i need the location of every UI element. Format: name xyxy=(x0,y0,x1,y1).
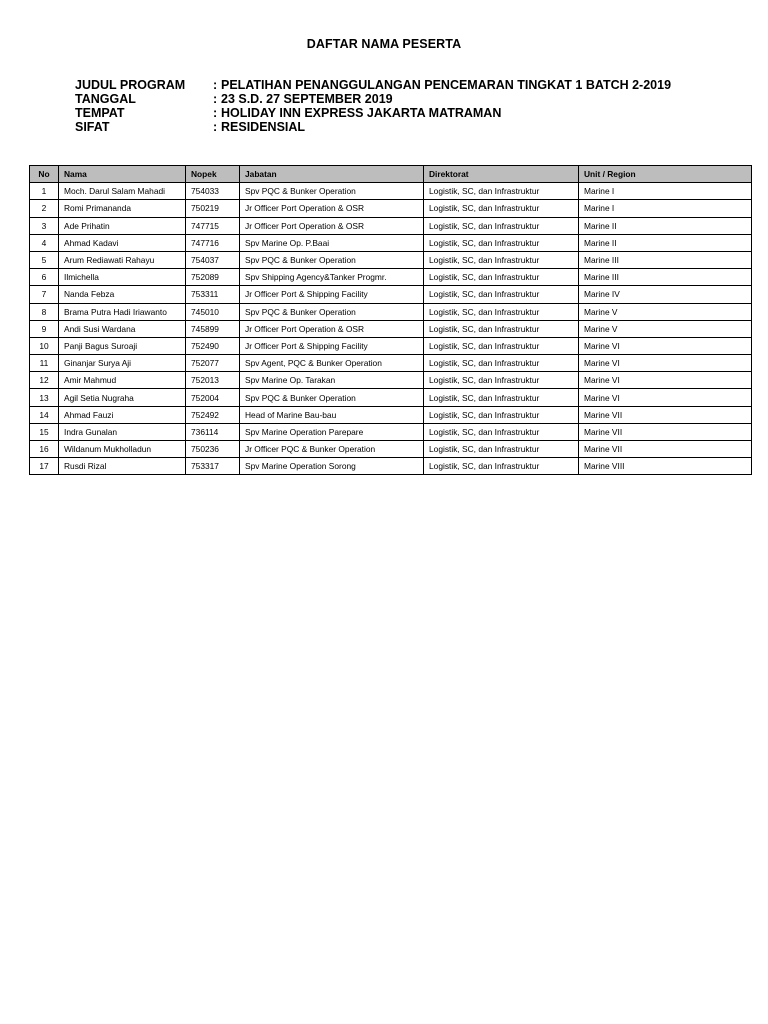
cell-direktorat: Logistik, SC, dan Infrastruktur xyxy=(424,269,579,286)
meta-row-tempat xyxy=(75,106,671,120)
cell-jabatan: Spv Marine Operation Sorong xyxy=(240,458,424,475)
table-row xyxy=(30,234,752,251)
meta-row-judul-program xyxy=(75,78,671,92)
header-nama: Nama xyxy=(59,166,186,183)
cell-nopek: 752089 xyxy=(186,269,240,286)
cell-no: 10 xyxy=(30,337,59,354)
cell-direktorat: Logistik, SC, dan Infrastruktur xyxy=(424,423,579,440)
cell-nopek: 745010 xyxy=(186,303,240,320)
cell-unit-region: Marine VI xyxy=(579,372,752,389)
cell-nama: Romi Primananda xyxy=(59,200,186,217)
cell-jabatan: Spv Agent, PQC & Bunker Operation xyxy=(240,355,424,372)
cell-nopek: 745899 xyxy=(186,320,240,337)
cell-direktorat: Logistik, SC, dan Infrastruktur xyxy=(424,389,579,406)
cell-nopek: 752013 xyxy=(186,372,240,389)
cell-direktorat: Logistik, SC, dan Infrastruktur xyxy=(424,458,579,475)
cell-unit-region: Marine V xyxy=(579,303,752,320)
meta-label: TANGGAL xyxy=(75,92,136,106)
cell-nama: Ginanjar Surya Aji xyxy=(59,355,186,372)
cell-jabatan: Jr Officer Port & Shipping Facility xyxy=(240,337,424,354)
cell-jabatan: Jr Officer Port Operation & OSR xyxy=(240,320,424,337)
table-row xyxy=(30,355,752,372)
cell-jabatan: Spv Shipping Agency&Tanker Progmr. xyxy=(240,269,424,286)
meta-value: 23 S.D. 27 SEPTEMBER 2019 xyxy=(221,92,393,106)
header-no: No xyxy=(30,166,59,183)
cell-unit-region: Marine VI xyxy=(579,389,752,406)
cell-direktorat: Logistik, SC, dan Infrastruktur xyxy=(424,337,579,354)
cell-unit-region: Marine III xyxy=(579,269,752,286)
cell-nopek: 747715 xyxy=(186,217,240,234)
cell-nama: Nanda Febza xyxy=(59,286,186,303)
cell-nopek: 752490 xyxy=(186,337,240,354)
cell-nopek: 750219 xyxy=(186,200,240,217)
cell-nama: Amir Mahmud xyxy=(59,372,186,389)
table-row xyxy=(30,406,752,423)
cell-no: 4 xyxy=(30,234,59,251)
cell-direktorat: Logistik, SC, dan Infrastruktur xyxy=(424,183,579,200)
meta-row-sifat xyxy=(75,120,671,134)
cell-nama: Agil Setia Nugraha xyxy=(59,389,186,406)
meta-separator: : xyxy=(213,78,218,92)
cell-direktorat: Logistik, SC, dan Infrastruktur xyxy=(424,200,579,217)
cell-unit-region: Marine II xyxy=(579,217,752,234)
cell-nopek: 753311 xyxy=(186,286,240,303)
cell-no: 2 xyxy=(30,200,59,217)
cell-nama: Moch. Darul Salam Mahadi xyxy=(59,183,186,200)
cell-no: 9 xyxy=(30,320,59,337)
meta-separator: : xyxy=(213,120,218,134)
table-row xyxy=(30,389,752,406)
cell-nama: Ade Prihatin xyxy=(59,217,186,234)
meta-label: SIFAT xyxy=(75,120,110,134)
header-unit-region: Unit / Region xyxy=(579,166,752,183)
cell-nopek: 754033 xyxy=(186,183,240,200)
cell-nama: Rusdi Rizal xyxy=(59,458,186,475)
table-row xyxy=(30,337,752,354)
cell-no: 12 xyxy=(30,372,59,389)
cell-nopek: 752492 xyxy=(186,406,240,423)
cell-nopek: 753317 xyxy=(186,458,240,475)
cell-nopek: 754037 xyxy=(186,251,240,268)
cell-nama: Ahmad Fauzi xyxy=(59,406,186,423)
cell-direktorat: Logistik, SC, dan Infrastruktur xyxy=(424,234,579,251)
table-row xyxy=(30,303,752,320)
cell-unit-region: Marine II xyxy=(579,234,752,251)
table-header-row xyxy=(30,166,752,183)
cell-no: 16 xyxy=(30,441,59,458)
cell-no: 15 xyxy=(30,423,59,440)
table-row xyxy=(30,286,752,303)
cell-direktorat: Logistik, SC, dan Infrastruktur xyxy=(424,372,579,389)
cell-nopek: 747716 xyxy=(186,234,240,251)
cell-no: 7 xyxy=(30,286,59,303)
cell-jabatan: Jr Officer PQC & Bunker Operation xyxy=(240,441,424,458)
cell-nama: Panji Bagus Suroaji xyxy=(59,337,186,354)
cell-direktorat: Logistik, SC, dan Infrastruktur xyxy=(424,320,579,337)
cell-nama: Andi Susi Wardana xyxy=(59,320,186,337)
meta-row-tanggal xyxy=(75,92,671,106)
cell-nama: Ilmichella xyxy=(59,269,186,286)
table-row xyxy=(30,251,752,268)
table-row xyxy=(30,269,752,286)
cell-nopek: 736114 xyxy=(186,423,240,440)
cell-jabatan: Spv PQC & Bunker Operation xyxy=(240,389,424,406)
table-body xyxy=(30,183,752,475)
cell-unit-region: Marine I xyxy=(579,200,752,217)
meta-value: HOLIDAY INN EXPRESS JAKARTA MATRAMAN xyxy=(221,106,502,120)
header-jabatan: Jabatan xyxy=(240,166,424,183)
cell-no: 14 xyxy=(30,406,59,423)
cell-nama: Arum Rediawati Rahayu xyxy=(59,251,186,268)
cell-direktorat: Logistik, SC, dan Infrastruktur xyxy=(424,251,579,268)
cell-nama: Brama Putra Hadi Iriawanto xyxy=(59,303,186,320)
cell-unit-region: Marine V xyxy=(579,320,752,337)
cell-jabatan: Head of Marine Bau-bau xyxy=(240,406,424,423)
cell-no: 5 xyxy=(30,251,59,268)
cell-jabatan: Spv Marine Op. Tarakan xyxy=(240,372,424,389)
table-row xyxy=(30,372,752,389)
cell-no: 6 xyxy=(30,269,59,286)
meta-separator: : xyxy=(213,106,218,120)
page-title: DAFTAR NAMA PESERTA xyxy=(306,37,462,51)
cell-jabatan: Spv PQC & Bunker Operation xyxy=(240,303,424,320)
meta-separator: : xyxy=(213,92,218,106)
cell-unit-region: Marine VII xyxy=(579,406,752,423)
table-row xyxy=(30,200,752,217)
table-row xyxy=(30,320,752,337)
meta-label: TEMPAT xyxy=(75,106,125,120)
cell-jabatan: Jr Officer Port Operation & OSR xyxy=(240,217,424,234)
cell-unit-region: Marine IV xyxy=(579,286,752,303)
cell-jabatan: Jr Officer Port & Shipping Facility xyxy=(240,286,424,303)
cell-direktorat: Logistik, SC, dan Infrastruktur xyxy=(424,406,579,423)
cell-nopek: 752004 xyxy=(186,389,240,406)
header-direktorat: Direktorat xyxy=(424,166,579,183)
cell-unit-region: Marine I xyxy=(579,183,752,200)
cell-jabatan: Spv Marine Op. P.Baai xyxy=(240,234,424,251)
cell-direktorat: Logistik, SC, dan Infrastruktur xyxy=(424,286,579,303)
cell-no: 3 xyxy=(30,217,59,234)
table-row xyxy=(30,183,752,200)
table-row xyxy=(30,458,752,475)
cell-nama: Wildanum Mukholladun xyxy=(59,441,186,458)
cell-nama: Ahmad Kadavi xyxy=(59,234,186,251)
cell-no: 17 xyxy=(30,458,59,475)
participant-table xyxy=(29,165,752,475)
cell-unit-region: Marine VIII xyxy=(579,458,752,475)
cell-no: 11 xyxy=(30,355,59,372)
cell-direktorat: Logistik, SC, dan Infrastruktur xyxy=(424,441,579,458)
meta-value: PELATIHAN PENANGGULANGAN PENCEMARAN TINGKAT 1 BATCH 2-2019 xyxy=(221,78,672,92)
table-row xyxy=(30,423,752,440)
cell-jabatan: Spv PQC & Bunker Operation xyxy=(240,183,424,200)
program-info xyxy=(75,78,671,134)
cell-direktorat: Logistik, SC, dan Infrastruktur xyxy=(424,217,579,234)
table-row xyxy=(30,217,752,234)
cell-jabatan: Spv Marine Operation Parepare xyxy=(240,423,424,440)
cell-nopek: 752077 xyxy=(186,355,240,372)
meta-label: JUDUL PROGRAM xyxy=(75,78,186,92)
cell-nopek: 750236 xyxy=(186,441,240,458)
cell-no: 13 xyxy=(30,389,59,406)
cell-direktorat: Logistik, SC, dan Infrastruktur xyxy=(424,355,579,372)
header-nopek: Nopek xyxy=(186,166,240,183)
cell-unit-region: Marine III xyxy=(579,251,752,268)
cell-no: 1 xyxy=(30,183,59,200)
cell-direktorat: Logistik, SC, dan Infrastruktur xyxy=(424,303,579,320)
cell-unit-region: Marine VII xyxy=(579,441,752,458)
cell-jabatan: Spv PQC & Bunker Operation xyxy=(240,251,424,268)
cell-jabatan: Jr Officer Port Operation & OSR xyxy=(240,200,424,217)
cell-nama: Indra Gunalan xyxy=(59,423,186,440)
cell-no: 8 xyxy=(30,303,59,320)
table-row xyxy=(30,441,752,458)
cell-unit-region: Marine VI xyxy=(579,337,752,354)
cell-unit-region: Marine VII xyxy=(579,423,752,440)
meta-value: RESIDENSIAL xyxy=(221,120,306,134)
cell-unit-region: Marine VI xyxy=(579,355,752,372)
